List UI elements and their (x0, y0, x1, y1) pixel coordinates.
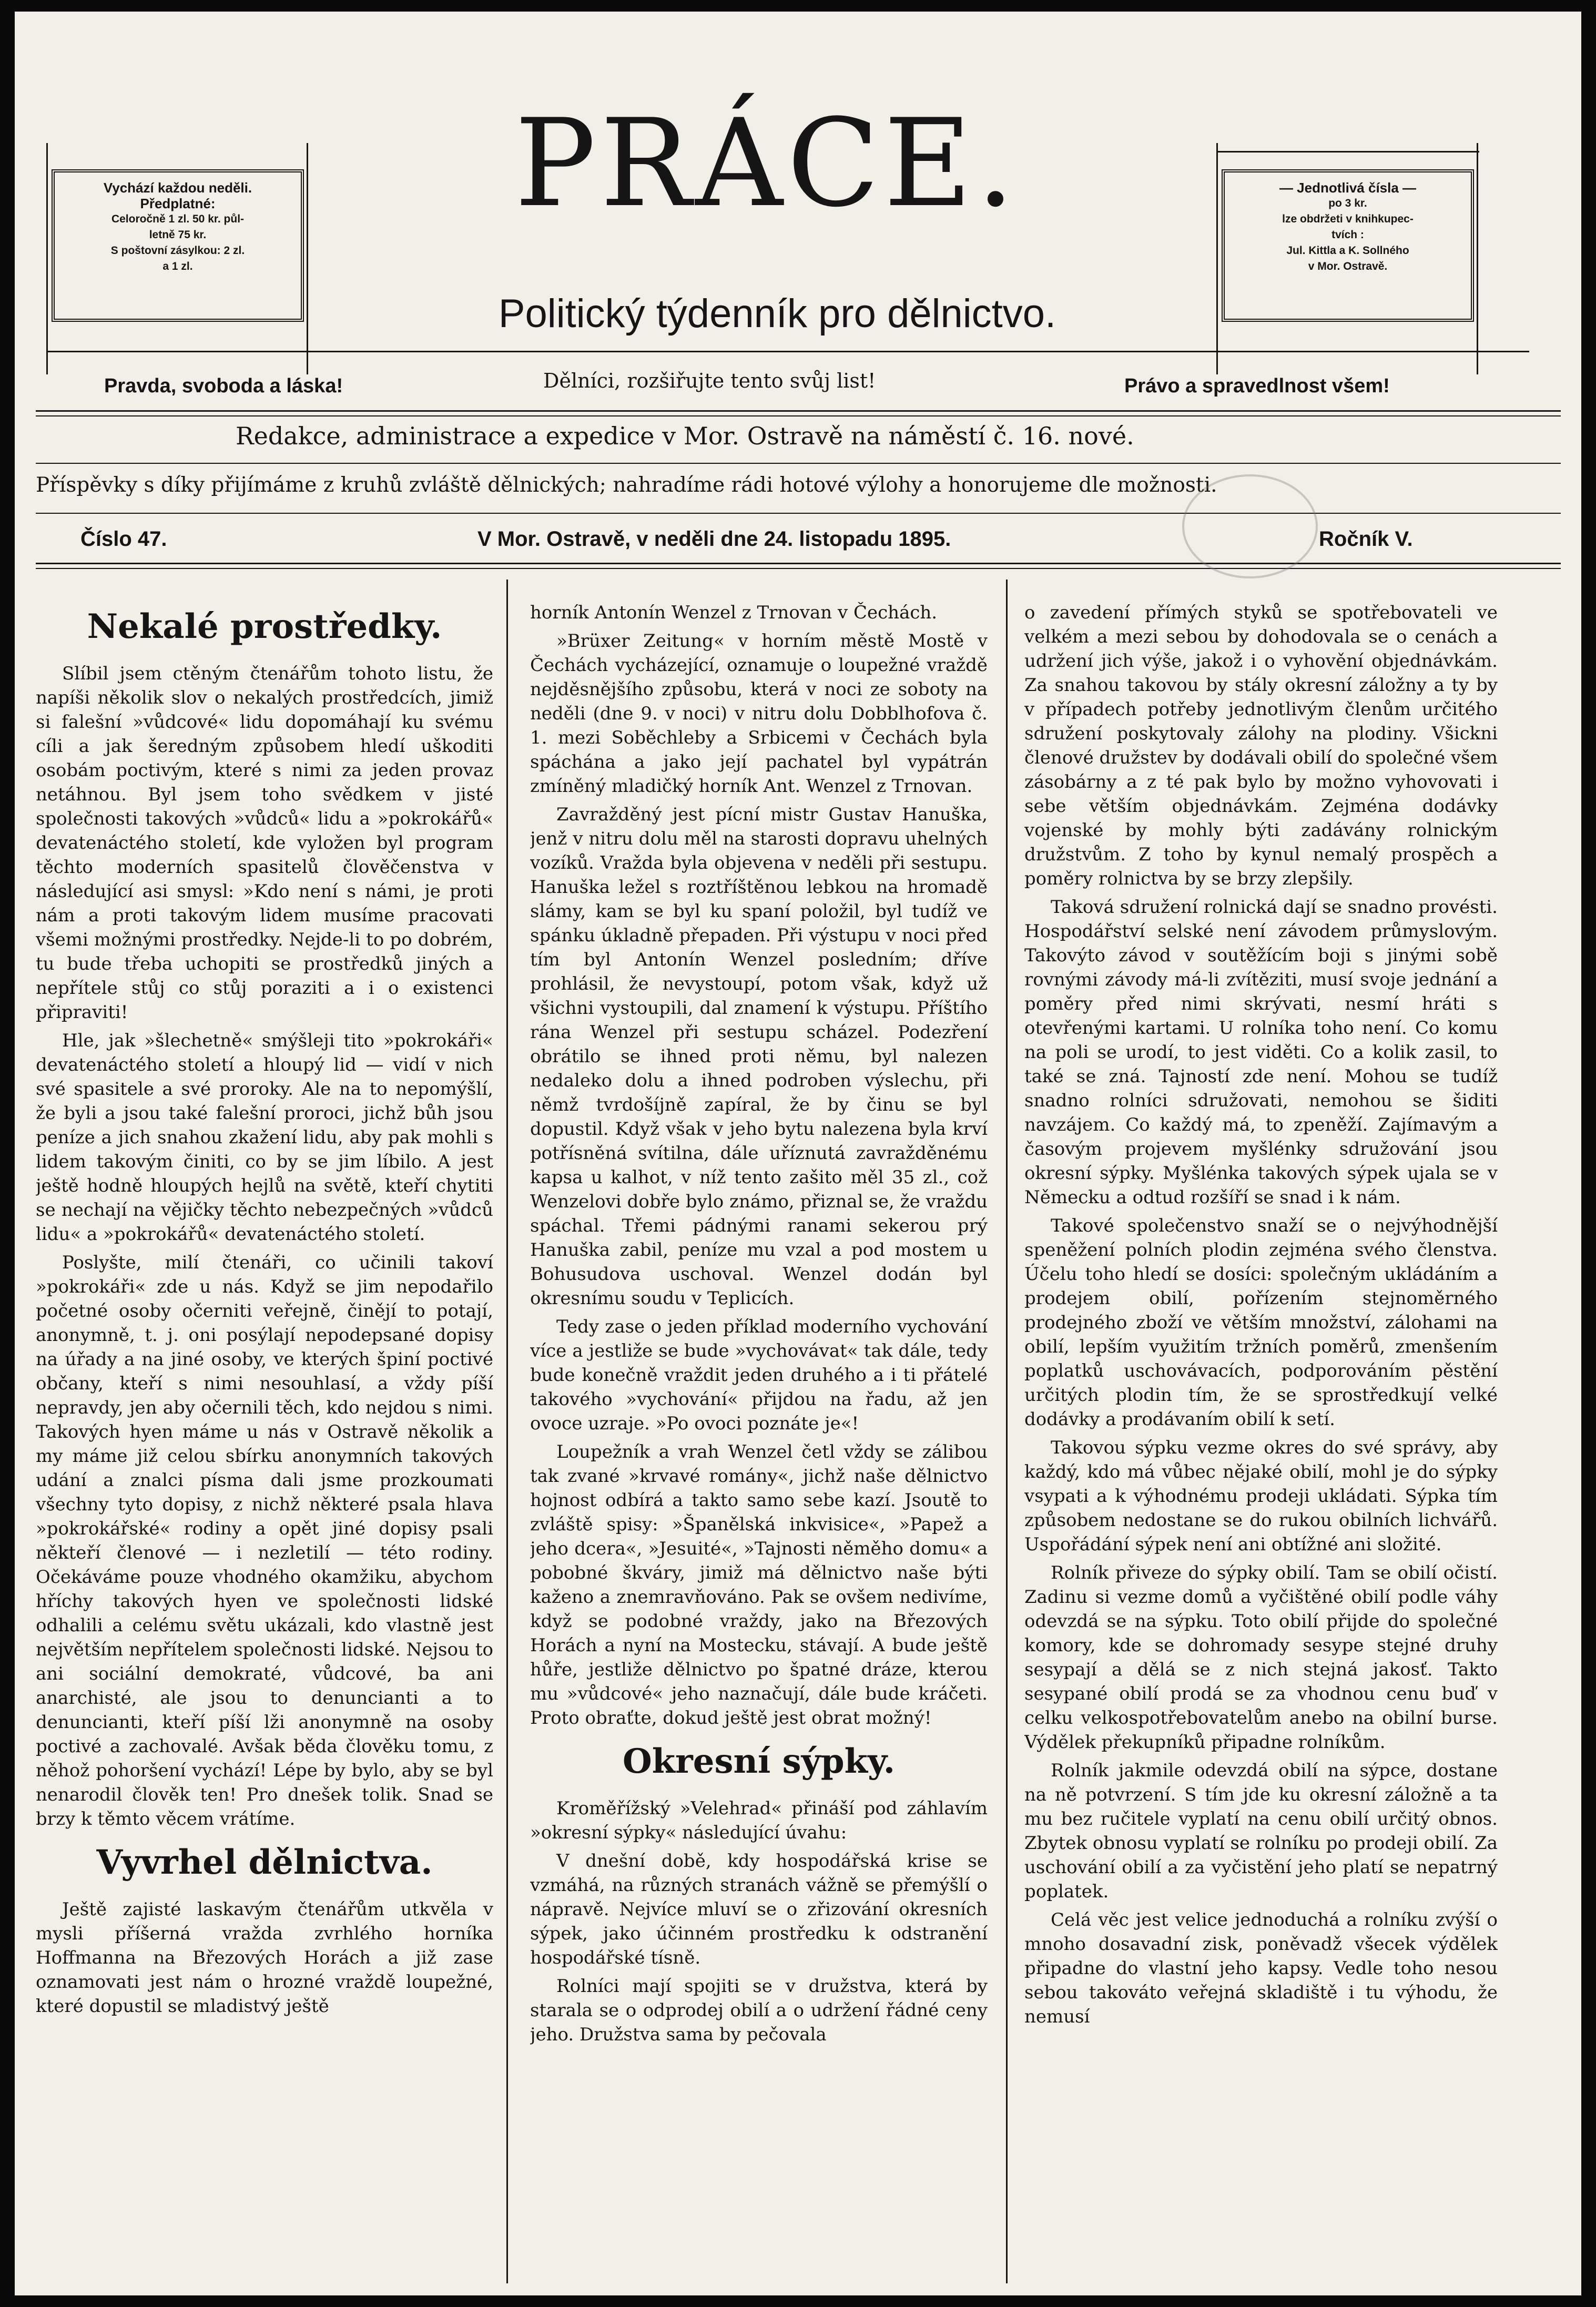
newspaper-title: PRÁCE. (514, 94, 1019, 234)
article-heading: Nekalé prostředky. (87, 607, 442, 646)
library-stamp (1182, 474, 1318, 578)
article-paragraph: horník Antonín Wenzel z Trnovan v Čechách. (530, 602, 938, 623)
box-line: po 3 kr. (1328, 197, 1367, 209)
article-paragraph: Taková sdružení rolnická dají se snadno provésti. Hospodářství selské není závodem průmyslovým. Takovýto závod v soutěžícím boji s jinými sobě rovnými závody má-li zvítěziti, musí svoje jednání a poměry před nimi skrývati, nesmí hráti s otevřenými kartami. U rolníka toho není. Co komu na poli se urodí, to jest viděti. Co a kolik zasil, to také se zná. Tajností zde není. Mohou se tudíž snadno rolníci sdružovati, nemohou se šiditi navzájem. Co každý má, to zpeněží. Zajímavým a časovým projevem myšlénky sdružování jsou okresní sýpky. Myšlénka takových sýpek ujala se v Německu a odtud rozšíří se snad i k nám. (1024, 897, 1498, 1208)
column-1 (36, 595, 493, 2268)
editorial-rule (36, 568, 1561, 569)
editorial-rule (36, 563, 1561, 564)
editorial-rule (36, 513, 1561, 514)
article-paragraph: Rolník přiveze do sýpky obilí. Tam se obilí očistí. Zadinu si vezme domů a vyčištěné obilí podle váhy odevzdá se na sýpku. Toto obilí přijde do společné komory, kde se dohromady sesype stejné druhy sesypají a dělá se z nich stejná jakosť. Takto sesypané obilí prodá se za vhodnou cenu buď v celku velkospotřebovatelům anebo na obilní burse. Výdělek překupníků připadne rolníkům. (1024, 1562, 1498, 1753)
article-paragraph: Zavražděný jest pícní mistr Gustav Hanuška, jenž v nitru dolu měl na starosti dopravu uhelných vozíků. Vražda byla objevena v neděli při sestupu. Hanuška ležel s roztříštěnou lebkou na hromadě slámy, kam se byl ku spaní položil, byl tudíž ve spánku úkladně přepaden. Při výstupu v noci před tím byl Antonín Wenzel posledním; dříve prohlásil, že nevystoupí, potom však, když už všichni vystoupili, dal znamení k výstupu. Příštího rána Wenzel při sestupu scházel. Podezření obrátilo se ihned proti němu, byl nalezen nedaleko dolu a ihned podroben výslechu, při němž tvrdošíjně zapíral, že by činu se byl dopustil. Když však v jeho bytu nalezena byla krví potřísněná svítilna, dále uříznutá zavražděnému kapsa u kalhot, v níž tento zašito měl 35 zl., což Wenzelovi dobře bylo známo, přiznal se, že vraždu spáchal. Třemi pádnými ranami sekerou prý Hanuška zabil, peníze mu vzal a pod mostem u Bohusudova uschoval. Wenzel dodán byl okresnímu soudu v Teplicích. (530, 804, 988, 1309)
editorial-rule (36, 410, 1561, 412)
article-paragraph: Rolník jakmile odevzdá obilí na sýpce, dostane na ně potvrzení. S tím jde ku okresní záložně a ta mu bez ručitele vyplatí na cenu obilí určitý obnos. Zbytek obnosu vyplatí se rolníku po prodeji obilí. Za uschování obilí a za vyčistění jeho platí se nepatrný poplatek. (1024, 1760, 1498, 1902)
article-paragraph: Ještě zajisté laskavým čtenářům utkvěla v mysli příšerná vražda zvrhlého horníka Hoffmanna na Březových Horách a již zase oznamovati jest nám o hrozné vraždě loupežné, které dopustil se mladistvý ještě (36, 1899, 493, 2017)
article-paragraph: Takovou sýpku vezme okres do své správy, aby každý, kdo má vůbec nějaké obilí, mohl je do sýpky vsypati a k výhodnému prodeji ukládati. Sýpka tím způsobem nedostane se do rukou obilních lichvářů. Uspořádání sýpek není ani obtížné ani složité. (1024, 1437, 1498, 1555)
article-paragraph: Poslyšte, milí čtenáři, co učinili takoví »pokrokáři« zde u nás. Když se jim nepodařilo početné osoby očerniti veřejně, činějí to potají, anonymně, t. j. oni posýlají nepodepsané dopisy na úřady a na jiné osoby, ve kterých špiní poctivé občany, kteří s nimi nesouhlasí, a vždy píší nepravdy, jen aby očernili těch, kdo nejdou s nimi. Takových hyen máme u nás v Ostravě několik a my máme již celou sbírku anonymních takových udání a znalci písma dali jsme prozkoumati všechny tyto dopisy, z nichž některé psala hlava »pokrokářské« rodiny a opět jiné dopisy psali někteří členové — i nezletilí — této rodiny. Očekáváme pouze vhodného okamžiku, abychom hříchy takových hyen ve společnosti lidské odhalili a celému světu ukázali, kdo vlastně jest největším nepřítelem společnosti lidské. Nejsou to ani sociální demokraté, vůdcové, ba ani anarchisté, ale jsou to denuncianti a to denuncianti, kteří píší lži anonymně na osoby poctivé a zachovalé. Avšak běda člověku tomu, z něhož pohoršení vychází! Lépe by bylo, aby se byl nenarodil člověk ten! Pro dnešek tolik. Snad se brzy k těmto věcem vrátíme. (36, 1252, 493, 1830)
box-tick (307, 143, 308, 374)
single-copies-box (1222, 169, 1474, 322)
volume-number: Ročník V. (1319, 527, 1413, 551)
box-line: Předplatné: (140, 196, 216, 211)
box-line: letně 75 kr. (149, 229, 207, 241)
issue-number: Číslo 47. (80, 527, 167, 551)
top-rule (46, 351, 1529, 352)
article-paragraph: o zavedení přímých styků se spotřebovateli ve velkém a mezi sebou by dohodovala se o cenách a udržení jich výše, jakož i o vyhovění objednávkám. Za snahou takovou by stály okresní záložny a ty by v případech potřeby jednotlivým členům určitého sdružení poskytovaly zálohy na plodiny. Všickni členové družstev by dodávali obilí do společné všem zásobárny a z té pak bylo by možno vyhovovati i sebe větším objednávkám. Zejména dodávky vojenské by mohly býti zadávány rolnickým družstvům. Z toho by kynul nemalý prospěch a poměry rolnictva by se brzy zlepšily. (1024, 602, 1498, 889)
article-paragraph: V dnešní době, kdy hospodářská krise se vzmáhá, na různých stranách vážně se přemýšlí o nápravě. Nejvíce mluví se o zřizování okresních sýpek, jako účinném prostředku k odstranění hospodářské tísně. (530, 1851, 988, 1968)
box-tick (1216, 143, 1218, 374)
box-line: S poštovní zásylkou: 2 zl. (110, 245, 245, 257)
box-line: Celoročně 1 zl. 50 kr. půl- (111, 213, 245, 225)
box-line: lze obdržeti v knihkupec- (1282, 213, 1414, 225)
newspaper-subtitle: Politický týdenník pro dělnictvo. (498, 291, 1056, 336)
motto-right: Právo a spravedlnost všem! (1124, 375, 1390, 397)
article-paragraph: Kroměřížský »Velehrad« přináší pod záhlavím »okresní sýpky« následující úvahu: (530, 1798, 988, 1843)
article-paragraph: Celá věc jest velice jednoduchá a rolníku zvýší o mnoho dosavadní zisk, poněvadž všecek výdělek připadne do vlastní jeho kapsy. Vedle toho nesou sebou takováto veřejná skladiště i tu výhodu, že nemusí (1024, 1909, 1498, 2027)
contributions-note: Příspěvky s díky přijímáme z kruhů zvláště dělnických; nahradíme rádi hotové výlohy a honorujeme dle možnosti. (36, 473, 1217, 497)
article-paragraph: Tedy zase o jeden příklad moderního vychování více a jestliže se bude »vychovávat« tak dále, tedy bude konečně vraždit jeden druhého a i ti přátelé takového »vychování« přijdou na řadu, až jen ovoce uzraje. »Po ovoci poznáte je«! (530, 1316, 988, 1434)
article-paragraph: Rolníci mají spojiti se v družstva, která by starala se o odprodej obilí a o udržení řádné ceny jeho. Družstva sama by pečovala (530, 1976, 988, 2045)
newspaper-page (15, 12, 1581, 2295)
article-paragraph: Takové společenstvo snaží se o nejvýhodnější speněžení polních plodin zejména svého členstva. Účelu toho hledí se dosíci: společným ukládáním a prodejem obilí, pořízením stejnoměrného prodejného zboží ve větším množství, zálohami na obilí, lepším využitím tržních poměrů, zmenšením poplatků uschovávacích, podporováním pěstění určitých plodin tím, že se sprostředkují velké dodávky a prodávaním obilí k setí. (1024, 1215, 1498, 1430)
column-3 (1024, 601, 1498, 2273)
editorial-address: Redakce, administrace a expedice v Mor. Ostravě na náměstí č. 16. nové. (236, 422, 1134, 450)
column-rule (506, 580, 508, 2283)
box-line: a 1 zl. (162, 260, 193, 272)
article-paragraph: Loupežník a vrah Wenzel četl vždy se zálibou tak zvané »krvavé romány«, jichž naše dělnictvo hojnost odbírá a takto samo sebe kazí. Jsoutě to zvláště spisy: »Španělská inkvisice«, »Papež a jeho dcera«, »Jesuité«, »Tajnosti něměho domu« a pobobné škváry, jimiž má dělnictvo naše býti kaženo a znemravňováno. Pak se ovšem nedivíme, když se podobné vraždy, jako na Březových Horách a nyní na Mostecku, stávají. A bude ještě hůře, jestliže dělnictvo po špatné dráze, kterou mu »vůdcové« jeho naznačují, dále bude kráčeti. Proto obraťte, dokud ještě jest obrat možný! (530, 1441, 988, 1729)
article-heading: Vyvrhel dělnictva. (96, 1843, 433, 1882)
column-rule (1006, 580, 1008, 2283)
box-tick (1216, 151, 1479, 153)
article-paragraph: »Brüxer Zeitung« v horním městě Mostě v Čechách vycházející, oznamuje o loupežné vraždě nejděsnějšího způsobu, která v noci ze soboty na neděli (dne 9. v noci) v nitru dolu Dobblhofova č. 1. mezi Soběchleby a Srbicemi v Čechách byla spáchána a jako její pachatel byl vypátrán zmíněný mladičký horník Ant. Wenzel z Trnovan. (530, 631, 988, 797)
box-tick (1477, 143, 1478, 374)
issue-dateline: V Mor. Ostravě, v neděli dne 24. listopadu 1895. (477, 527, 951, 551)
box-line: — Jednotlivá čísla — (1279, 180, 1417, 196)
box-tick (46, 143, 48, 374)
motto-left: Pravda, svoboda a láska! (104, 375, 343, 397)
article-heading: Okresní sýpky. (622, 1742, 896, 1781)
article-paragraph: Slíbil jsem ctěným čtenářům tohoto listu, že napíši několik slov o nekalých prostředcích, jimiž si falešní »vůdcové« lidu dopomáhají ku svému cíli a jak šeredným způsobem hledí uškoditi osobám poctivým, které s nimi za jeden provaz netáhnou. Byl jsem toho svědkem v jisté společnosti takových »vůdců« lidu a »pokrokářů« devatenáctého století, kde vyložen byl program těchto moderních spasitelů člověčenstva v následující asi smysl: »Kdo není s námi, je proti nám a proti takovým lidem musíme pracovati všemi možnými prostředky. Nejde-li to po dobrém, tu bude třeba uchopiti se prostředků jiných a nepřítele stůj co stůj poraziti a i o existenci připraviti! (36, 663, 493, 1023)
subscription-box (52, 169, 304, 322)
box-line: v Mor. Ostravě. (1308, 260, 1388, 272)
column-2 (530, 601, 988, 2273)
box-line: Jul. Kittla a K. Sollného (1286, 245, 1409, 257)
editorial-rule (36, 415, 1561, 416)
article-paragraph: Hle, jak »šlechetně« smýšleji tito »pokrokáři« devatenáctého století a hloupý lid — vidí v nich své spasitele a své proroky. Ale na to nepomýšlí, že byli a jsou také falešní proroci, jichž bůh jsou peníze a jich snahou zkažení lidu, aby pak mohli s lidem takovým činiti, co by se jim líbilo. A jest ještě hodně hloupých hejlů na světě, kteří chytiti se nechají na vějičky těchto nebezpečných »vůdců lidu« a »pokrokářů« devatenáctého století. (36, 1030, 493, 1245)
box-line: tvích : (1331, 229, 1364, 241)
motto-center: Dělníci, rozšiřujte tento svůj list! (543, 369, 876, 392)
box-line: Vychází každou neděli. (103, 180, 252, 196)
editorial-rule (36, 463, 1561, 464)
